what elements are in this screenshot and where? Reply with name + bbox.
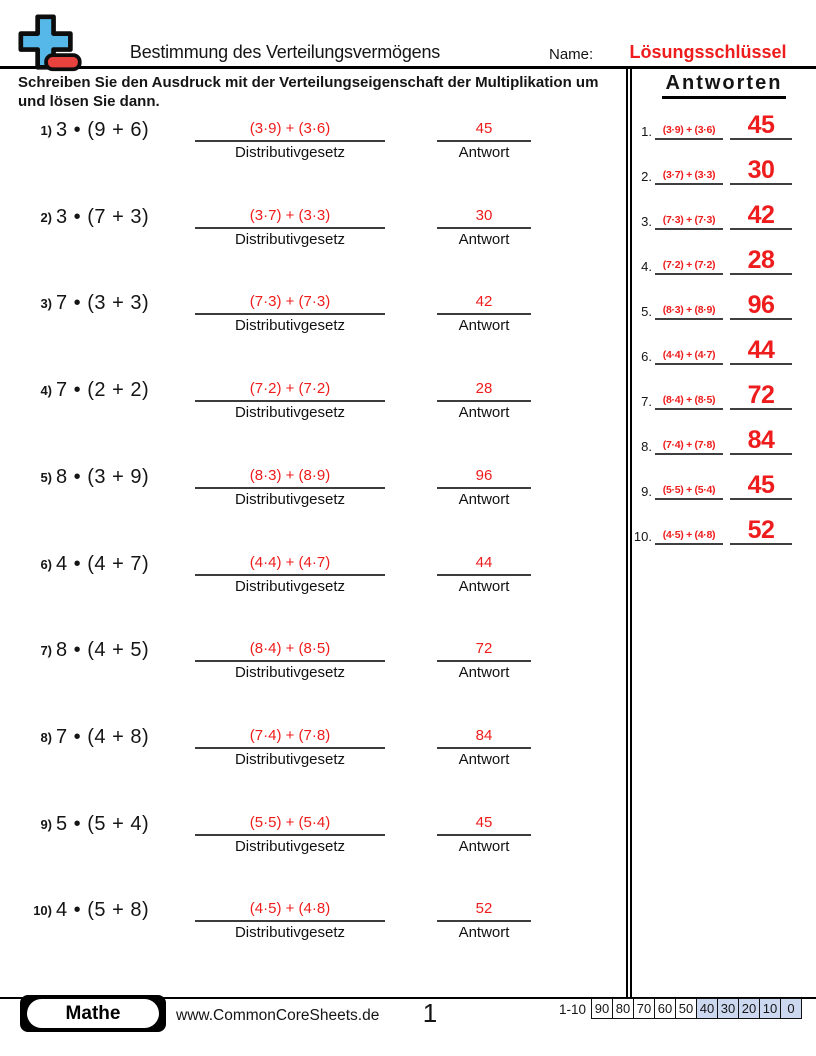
score-cell: 0 [781,999,802,1019]
problem-number: 10) [33,903,52,918]
distributive-field-label: Distributivgesetz [234,317,346,334]
problem-expression: 7 • (2 + 2) [56,379,150,401]
distributive-field [195,639,385,681]
answer-key-number: 5. [641,304,652,319]
answer-value: 72 [437,639,531,662]
distributive-field [195,119,385,161]
score-cell: 50 [676,999,697,1019]
distributive-answer-value: (8·4) + (8·5) [195,639,385,662]
answer-key-item [632,468,816,500]
distributive-field [195,292,385,334]
distributive-field [195,553,385,595]
answer-key-item [632,288,816,320]
distributive-answer-value: (3·9) + (3·6) [195,119,385,142]
answer-key-result: 30 [730,158,792,185]
distributive-answer-value: (8·3) + (8·9) [195,466,385,489]
problem-number: 5) [40,470,52,485]
score-cell: 20 [739,999,760,1019]
distributive-field-label: Distributivgesetz [234,578,346,595]
instructions-line-1: Schreiben Sie den Ausdruck mit der Verteilungseigenschaft der Multiplikation um [18,74,599,91]
answer-field-label: Antwort [458,144,510,161]
answer-key-number: 6. [641,349,652,364]
problem-number: 9) [40,817,52,832]
distributive-field-label: Distributivgesetz [234,491,346,508]
problem-row [0,899,620,961]
answer-value: 28 [437,379,531,402]
distributive-answer-value: (4·4) + (4·7) [195,553,385,576]
distributive-field [195,206,385,248]
answers-column-title [632,72,816,99]
answer-key-result: 72 [730,383,792,410]
subject-badge-label: Mathe [27,999,159,1028]
answer-key-number: 8. [641,439,652,454]
website-text: www.CommonCoreSheets.de [176,1007,380,1024]
problem-expression: 5 • (5 + 4) [56,813,150,835]
answer-key-item [632,423,816,455]
answer-field-label: Antwort [458,664,510,681]
answer-key-number: 3. [641,214,652,229]
answer-key-distributed: (4·5) + (4·8) [655,529,723,545]
distributive-field [195,726,385,768]
answer-key-result: 42 [730,203,792,230]
problem-expression: 7 • (3 + 3) [56,292,150,314]
score-table [591,998,802,1019]
problem-row [0,726,620,788]
answer-field [437,813,531,855]
answer-field [437,466,531,508]
answer-key-result: 52 [730,518,792,545]
answer-key-result: 96 [730,293,792,320]
problem-row [0,553,620,615]
answer-key-distributed: (8·3) + (8·9) [655,304,723,320]
page-number: 1 [422,998,438,1028]
problem-number: 8) [40,730,52,745]
answer-key-distributed: (3·7) + (3·3) [655,169,723,185]
answer-value: 45 [437,813,531,836]
distributive-field [195,466,385,508]
header-divider [0,66,816,69]
problem-expression: 4 • (5 + 8) [56,899,150,921]
answer-field-label: Antwort [458,924,510,941]
score-cell: 70 [634,999,655,1019]
problem-expression: 8 • (3 + 9) [56,466,150,488]
answer-key-number: 9. [641,484,652,499]
problem-row [0,206,620,268]
answer-value: 96 [437,466,531,489]
score-cell: 60 [655,999,676,1019]
answer-value: 45 [437,119,531,142]
distributive-field-label: Distributivgesetz [234,144,346,161]
distributive-answer-value: (4·5) + (4·8) [195,899,385,922]
problem-number: 3) [40,296,52,311]
answer-key-result: 44 [730,338,792,365]
score-range-label: 1-10 [558,1002,586,1017]
problem-expression: 8 • (4 + 5) [56,639,150,661]
answer-field [437,379,531,421]
answer-value: 30 [437,206,531,229]
problem-row [0,379,620,441]
answer-key-distributed: (5·5) + (5·4) [655,484,723,500]
answer-field-label: Antwort [458,751,510,768]
score-cell: 10 [760,999,781,1019]
answer-field-label: Antwort [458,317,510,334]
problem-expression: 3 • (9 + 6) [56,119,150,141]
answer-field-label: Antwort [458,404,510,421]
page-title: Bestimmung des Verteilungsvermögens [129,42,441,62]
score-cell: 90 [592,999,613,1019]
distributive-field-label: Distributivgesetz [234,838,346,855]
problem-number: 2) [40,210,52,225]
distributive-field-label: Distributivgesetz [234,231,346,248]
answer-field-label: Antwort [458,578,510,595]
problem-number: 1) [40,123,52,138]
answer-field [437,292,531,334]
answer-key-item [632,378,816,410]
answer-value: 44 [437,553,531,576]
subject-badge [20,995,166,1032]
distributive-field [195,379,385,421]
answer-key-label: Lösungsschlüssel [629,42,787,62]
score-row [592,999,802,1019]
answer-key-number: 1. [641,124,652,139]
answer-value: 52 [437,899,531,922]
answer-key-distributed: (7·2) + (7·2) [655,259,723,275]
answer-field [437,553,531,595]
answer-field [437,639,531,681]
answer-key-item [632,108,816,140]
answer-key-distributed: (4·4) + (4·7) [655,349,723,365]
problem-expression: 3 • (7 + 3) [56,206,150,228]
distributive-field-label: Distributivgesetz [234,664,346,681]
answer-field [437,899,531,941]
instructions-text [18,73,618,111]
answer-key-distributed: (7·4) + (7·8) [655,439,723,455]
distributive-answer-value: (7·2) + (7·2) [195,379,385,402]
answer-key-item [632,513,816,545]
answer-field-label: Antwort [458,231,510,248]
score-cell: 30 [718,999,739,1019]
score-cell: 40 [697,999,718,1019]
answer-value: 84 [437,726,531,749]
answer-field [437,206,531,248]
commoncoresheets-plus-logo-icon [10,14,84,72]
problem-row [0,119,620,181]
answer-key-result: 45 [730,473,792,500]
problem-number: 7) [40,643,52,658]
answer-key-item [632,153,816,185]
problem-expression: 7 • (4 + 8) [56,726,150,748]
answer-key-distributed: (7·3) + (7·3) [655,214,723,230]
answers-title-text: Antworten [662,72,787,99]
problem-row [0,639,620,701]
distributive-answer-value: (3·7) + (3·3) [195,206,385,229]
problem-row [0,466,620,528]
distributive-field [195,813,385,855]
answer-key-result: 84 [730,428,792,455]
name-label: Name: [549,46,594,63]
answer-key-number: 2. [641,169,652,184]
distributive-field-label: Distributivgesetz [234,404,346,421]
answer-key-result: 28 [730,248,792,275]
problem-expression: 4 • (4 + 7) [56,553,150,575]
distributive-field-label: Distributivgesetz [234,924,346,941]
answer-field-label: Antwort [458,838,510,855]
distributive-field [195,899,385,941]
answer-key-item [632,333,816,365]
distributive-field-label: Distributivgesetz [234,751,346,768]
answer-key-number: 4. [641,259,652,274]
answer-key-number: 7. [641,394,652,409]
answer-key-item [632,198,816,230]
problem-number: 4) [40,383,52,398]
answer-value: 42 [437,292,531,315]
answer-field-label: Antwort [458,491,510,508]
problem-row [0,292,620,354]
distributive-answer-value: (7·3) + (7·3) [195,292,385,315]
answer-key-item [632,243,816,275]
instructions-line-2: und lösen Sie dann. [18,93,160,110]
answer-field [437,726,531,768]
problem-number: 6) [40,557,52,572]
answer-field [437,119,531,161]
score-cell: 80 [613,999,634,1019]
answer-key-distributed: (3·9) + (3·6) [655,124,723,140]
answer-key-distributed: (8·4) + (8·5) [655,394,723,410]
answer-key-number: 10. [633,529,652,544]
distributive-answer-value: (7·4) + (7·8) [195,726,385,749]
problem-row [0,813,620,875]
answer-key-result: 45 [730,113,792,140]
distributive-answer-value: (5·5) + (5·4) [195,813,385,836]
